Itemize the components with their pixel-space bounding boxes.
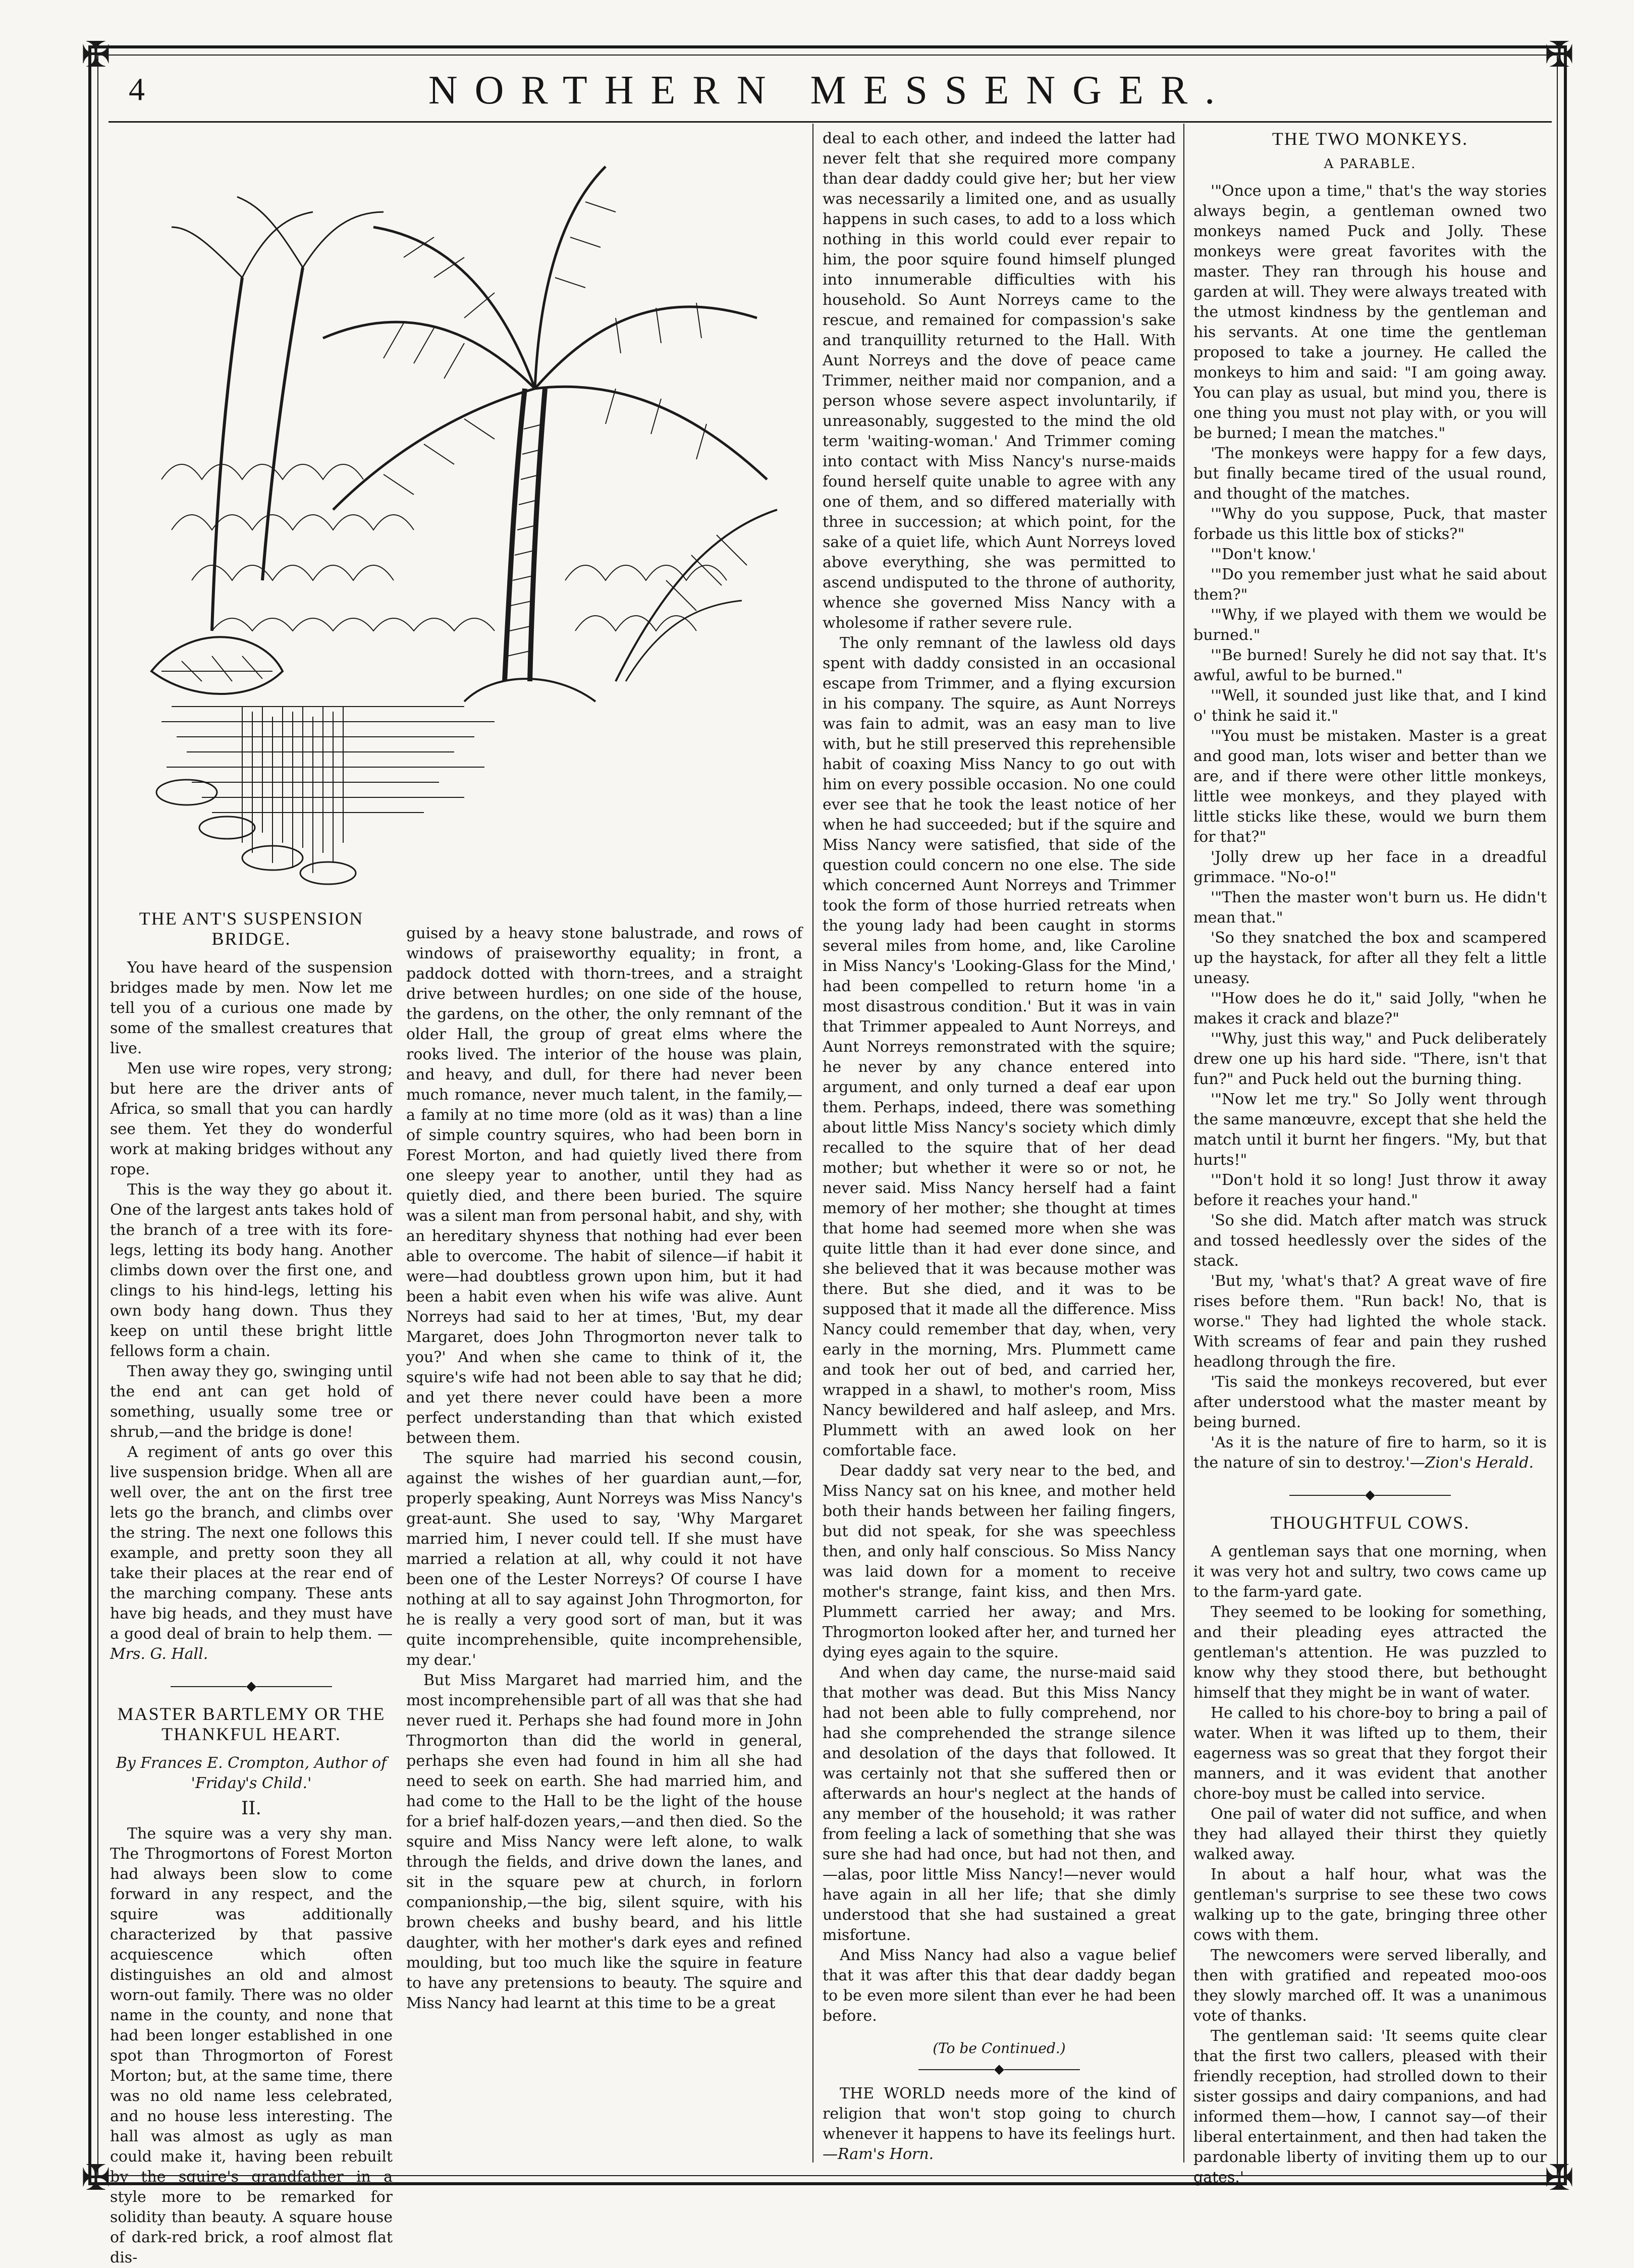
story-paragraph: The squire had married his second cousin, against the wishes of her guardian aunt,—for, properly speaking, Aunt Norreys was Miss Nancy's great-aunt. She used to say, 'Why Margaret married him, I never could tell. If she must have married a relation at all, why could it not have been one of the Lester Norreys? Of course I have nothing at all to say against John Throgmorton, for he is really a very good sort of man, but it was quite incomprehensible, quite incomprehensible, my dear.' (406, 1449, 802, 1669)
story-byline: By Frances E. Crompton, Author of 'Friday's Child.' (116, 1754, 387, 1792)
ant-paragraph-text: A regiment of ants go over this live suspension bridge. When all are well over, the ant on the first tree lets go the branch, and climbs over the string. The next one follows this example, and pretty soon they all take their places at the rear end of the marching company. These ants have big heads, and they must have a good deal of brain to help them. (110, 1443, 393, 1643)
column-4 (1193, 129, 1547, 2188)
ant-paragraph (110, 1442, 393, 1664)
story-chapter: II. (241, 1798, 261, 1819)
cows-paragraph: He called to his chore-boy to bring a pail of water. When it was lifted up to them, their eagerness was so great that they forgot their manners, and it was evident that another chore-boy must be called into service. (1193, 1704, 1547, 1803)
column-rule (1183, 124, 1184, 2163)
story-paragraph: The squire was a very shy man. The Throgmortons of Forest Morton had always been slow to come forward in any respect, and the squire was additionally characterized by that passive acquiescence which often distinguishes an old and almost worn-out family. There was no older name in the county, and none that had been longer established in one spot than Throgmorton of Forest Morton; but, at the same time, there was no old name less celebrated, and no house less interesting. The hall was almost as ugly as man could make it, having been rebuilt by the squire's grandfather in a style more to be remarked for solidity than beauty. A square house of dark-red brick, a roof almost flat dis- (110, 1825, 393, 2266)
monkeys-paragraph: '"Be burned! Surely he did not say that. It's awful, awful to be burned." (1193, 646, 1547, 684)
monkeys-subheading: A PARABLE. (1324, 156, 1417, 172)
corner-ornament-icon: ✠ (81, 34, 111, 75)
column-rule (812, 124, 813, 2163)
masthead (108, 61, 1552, 121)
monkeys-signature: —Zion's Herald. (1409, 1454, 1534, 1472)
story-heading: MASTER BARTLEMY OR THE THANKFUL HEART. (117, 1704, 386, 1744)
story-paragraph: The only remnant of the lawless old days spent with daddy consisted in an occasional escape from Trimmer, and a flying excursion in his company. The squire, as Aunt Norreys was fain to admit, was an easy man to live with, but he still preserved this reprehensible habit of coaxing Miss Nancy to go out with him on every possible occasion. No one could ever see that he took the least notice of her when he had succeeded; but if the squire and Miss Nancy were satisfied, that side of the question could concern no one else. The side which concerned Aunt Norreys and Trimmer took the form of those hurried retreats when the young lady had been caught in storms several miles from home, and, like Caroline in Miss Nancy's 'Looking-Glass for the Mind,' had been compelled to return home 'in a most disastrous condition.' But it was in vain that Trimmer appealed to Aunt Norreys, and Aunt Norreys remonstrated with the squire; he never by any chance entered into argument, and only turned a deaf ear upon them. Perhaps, indeed, there was something about little Miss Nancy's society which dimly recalled to the squire that of her dead mother; but whether it were so or not, he never said. Miss Nancy herself had a faint memory of her mother; she thought at times that home had seemed more when she was quite little than it had ever done since, and she believed that it was because mother was there. But she died, and it was to be supposed that it made all the difference. Miss Nancy could remember that day, when, very early in the morning, Mrs. Plummett came and took her out of bed, and carried her, wrapped in a shawl, to mother's room, Miss Nancy bewildered and half asleep, and Mrs. Plummett with an awed look on her comfortable face. (823, 634, 1176, 1460)
monkeys-paragraph (1193, 1433, 1547, 1473)
column-3 (823, 129, 1176, 2165)
story-paragraph: Dear daddy sat very near to the bed, and Miss Nancy sat on his knee, and mother held both their hands between her failing fingers, but did not speak, for she was speechless then, and only half conscious. So Miss Nancy was laid down for a moment to receive mother's strange, faint kiss, and then Mrs. Plummett carried her away; and Mrs. Throgmorton looked after her, and turned her dying eyes again to the squire. (823, 1462, 1176, 1661)
monkeys-paragraph-text: 'As it is the nature of fire to harm, so it is the nature of sin to destroy.' (1193, 1434, 1547, 1472)
monkeys-paragraph: '"Now let me try." So Jolly went through the same manœuvre, except that she held the match until it burnt her fingers. "My, but that hurts!" (1193, 1091, 1547, 1169)
section-divider: ◆ (1193, 1487, 1547, 1502)
story-paragraph: guised by a heavy stone balustrade, and rows of windows of praiseworthy equality; in front, a paddock dotted with thorn-trees, and a straight drive between hurdles; on one side of the house, the gardens, on the other, the only remnant of the older Hall, the group of great elms where the rooks lived. The interior of the house was plain, and heavy, and dull, for there had never been much romance, never much talent, in the family,—a family at no time more (old as it was) than a line of simple country squires, who had been born in Forest Morton, and had quietly lived there from one sleepy year to another, until they had as quietly died, and there been buried. The squire was a silent man from personal habit, and shy, with an hereditary shyness that nothing had ever been able to overcome. The habit of silence—if habit it were—had doubtless grown upon him, but it had been a habit even when his wife was alive. Aunt Norreys had said to her at times, 'But, my dear Margaret, does John Throgmorton never talk to you?' And when she came to think of it, the squire's wife had not been able to say that he did; and yet there never could have been a more perfect understanding than that which existed between them. (406, 925, 802, 1447)
monkeys-paragraph: '"Then the master won't burn us. He didn't mean that." (1193, 889, 1547, 927)
cows-paragraph: One pail of water did not suffice, and when they had allayed their thirst they quietly walked away. (1193, 1805, 1547, 1863)
story-paragraph: But Miss Margaret had married him, and the most incomprehensible part of all was that she had never rued it. Perhaps she had found more in John Throgmorton than did the world in general, perhaps she even had found in him all she had need to seek on earth. She had married him, and had come to the Hall to be the light of the house for a brief half-dozen years,—and then died. So the squire and Miss Nancy were left alone, to walk through the fields, and drive down the lanes, and sit in the square pew at church, in forlorn companionship,—the big, silent squire, with his brown cheeks and bushy beard, and his little daughter, with her mother's dark eyes and refined moulding, but too much like the squire in feature to have any pretensions to beauty. The squire and Miss Nancy had learnt at this time to be a great (406, 1671, 802, 2012)
ant-paragraph: Men use wire ropes, very strong; but here are the driver ants of Africa, so small that you can hardly see them. Yet they do wonderful work at making bridges without any rope. (110, 1060, 393, 1178)
monkeys-paragraph: '"How does he do it," said Jolly, "when he makes it crack and blaze?" (1193, 990, 1547, 1028)
cows-paragraph: They seemed to be looking for something, and their pleading eyes attracted the gentleman's attention. He was puzzled to know why they stood there, but bethought himself that they might be in want of water. (1193, 1603, 1547, 1702)
monkeys-paragraph: '"Don't hold it so long! Just throw it away before it reaches your hand." (1193, 1171, 1547, 1209)
section-divider: ◆ (823, 2062, 1176, 2077)
cows-heading: THOUGHTFUL COWS. (1270, 1513, 1470, 1533)
story-paragraph: And when day came, the nurse-maid said that mother was dead. But this Miss Nancy had not been able to fully comprehend, nor had she comprehended the strange silence and desolation of the days that followed. It was certainly not that she suffered then or afterwards an hour's neglect at the hands of any member of the household; it was rather from feeling a lack of something that she was sure she had had once, but had not then, and—alas, poor little Miss Nancy!—never would have again in all her life; that she dimly understood that she had sustained a great misfortune. (823, 1664, 1176, 1944)
ant-signature: —Mrs. G. Hall. (110, 1625, 393, 1663)
monkeys-paragraph: 'Tis said the monkeys recovered, but ever after understood what the master meant by being burned. (1193, 1373, 1547, 1431)
monkeys-paragraph: '"Well, it sounded just like that, and I kind o' think he said it." (1193, 687, 1547, 725)
ant-heading: THE ANT'S SUSPENSION BRIDGE. (139, 908, 364, 949)
monkeys-heading: THE TWO MONKEYS. (1272, 129, 1468, 149)
monkeys-paragraph: 'But my, 'what's that? A great wave of fire rises before them. "Run back! No, that is worse." They had lighted the whole stack. With screams of fear and pain they rushed headlong through the fire. (1193, 1272, 1547, 1371)
page-number: 4 (129, 71, 145, 107)
monkeys-paragraph: '"Why, just this way," and Puck deliberately drew one up his hard side. "There, isn't that fun?" and Puck held out the burning thing. (1193, 1030, 1547, 1088)
corner-ornament-icon: ✠ (1544, 2157, 1574, 2198)
newspaper-title: NORTHERN MESSENGER. (428, 68, 1232, 113)
continued-note: (To be Continued.) (933, 2040, 1066, 2057)
world-signature: —Ram's Horn. (823, 2145, 934, 2163)
masthead-rule (108, 121, 1552, 123)
monkeys-paragraph: 'Jolly drew up her face in a dreadful grimmace. "No-o!" (1193, 848, 1547, 886)
cows-paragraph: The newcomers were served liberally, and then with gratified and repeated moo-oos they slowly marched off. It was a unanimous vote of thanks. (1193, 1947, 1547, 2025)
monkeys-paragraph: '"Why, if we played with them we would be burned." (1193, 606, 1547, 644)
monkeys-paragraph: '"Do you remember just what he said about them?" (1193, 566, 1547, 604)
monkeys-paragraph: '"You must be mistaken. Master is a great and good man, lots wiser and better than we are, and if there were other little monkeys, little wee monkeys, and they played with little sticks like these, would we burn them for that?" (1193, 727, 1547, 846)
monkeys-paragraph: 'So they snatched the box and scampered up the haystack, for after all they felt a little uneasy. (1193, 929, 1547, 987)
corner-ornament-icon: ✠ (81, 2157, 111, 2198)
story-paragraph: deal to each other, and indeed the latter had never felt that she required more company than dear daddy could give her; but her view was necessarily a limited one, and as usually happens in such cases, to add to a loss which nothing in this world could ever repair to him, the poor squire found himself plunged into innumerable difficulties with his household. So Aunt Norreys came to the rescue, and remained for compassion's sake and tranquillity returned to the Hall. With Aunt Norreys and the dove of peace came Trimmer, neither maid nor companion, and a person whose severe aspect involuntarily, if unreasonably, suggested to the mind the old term 'waiting-woman.' And Trimmer coming into contact with Miss Nancy's nurse-maids found herself quite unable to agree with any one of them, and so differed materially with three in succession; at which point, for the sake of a quiet life, which Aunt Norreys loved above everything, she was permitted to ascend undisputed to the throne of authority, whence she governed Miss Nancy with a wholesome if rather severe rule. (823, 130, 1176, 632)
monkeys-paragraph: 'So she did. Match after match was struck and tossed heedlessly over the sides of the stack. (1193, 1212, 1547, 1270)
cows-paragraph: In about a half hour, what was the gentleman's surprise to see these two cows walking up to the gate, bringing three other cows with them. (1193, 1866, 1547, 1944)
ant-paragraph: This is the way they go about it. One of the largest ants takes hold of the branch of a tree with its fore-legs, letting its body hang. Another climbs down over the first one, and clings to his hind-legs, letting his own body hang down. Thus they keep on until these bright little fellows form a chain. (110, 1181, 393, 1360)
world-paragraph-text: THE WORLD needs more of the kind of religion that won't stop going to church whenever it happens to have its feelings hurt. (823, 2085, 1176, 2143)
monkeys-paragraph: '"Why do you suppose, Puck, that master forbade us this little box of sticks?" (1193, 505, 1547, 543)
story-paragraph: And Miss Nancy had also a vague belief that it was after this that dear daddy began to be even more silent than ever he had been before. (823, 1947, 1176, 2025)
monkeys-paragraph: '"Don't know.' (1211, 546, 1316, 563)
monkeys-paragraph: '"Once upon a time," that's the way stories always begin, a gentleman owned two monkeys named Puck and Jolly. These monkeys were great favorites with the master. They ran through his house and garden at will. They were always treated with the utmost kindness by the gentleman and his servants. At one time the gentleman proposed to take a journey. He called the monkeys to him and said: "I am going away. You can play as usual, but mind you, there is one thing you must not play with, or you will be burned; I mean the matches." (1193, 182, 1547, 442)
monkeys-paragraph: 'The monkeys were happy for a few days, but finally became tired of the usual round, and thought of the matches. (1193, 445, 1547, 503)
column-2 (406, 924, 802, 2014)
section-divider: ◆ (110, 1679, 393, 1694)
ant-paragraph: You have heard of the suspension bridges made by men. Now let me tell you of a curious one made by some of the smallest creatures that live. (110, 959, 393, 1057)
world-paragraph (823, 2084, 1176, 2165)
tropical-palm-engraving-icon (111, 126, 802, 903)
column-1 (110, 908, 393, 2268)
cows-paragraph: A gentleman says that one morning, when it was very hot and sultry, two cows came up to the farm-yard gate. (1193, 1543, 1547, 1601)
corner-ornament-icon: ✠ (1544, 34, 1574, 75)
cows-paragraph: The gentleman said: 'It seems quite clear that the first two callers, pleased with their friendly reception, had strolled down to their sister gossips and dairy companions, and had informed them—how, I cannot say—of their liberal entertainment, and then had taken the pardonable liberty of inviting them up to our gates.' (1193, 2027, 1547, 2186)
ant-paragraph: Then away they go, swinging until the end ant can get hold of something, usually some tree or shrub,—and the bridge is done! (110, 1363, 393, 1441)
